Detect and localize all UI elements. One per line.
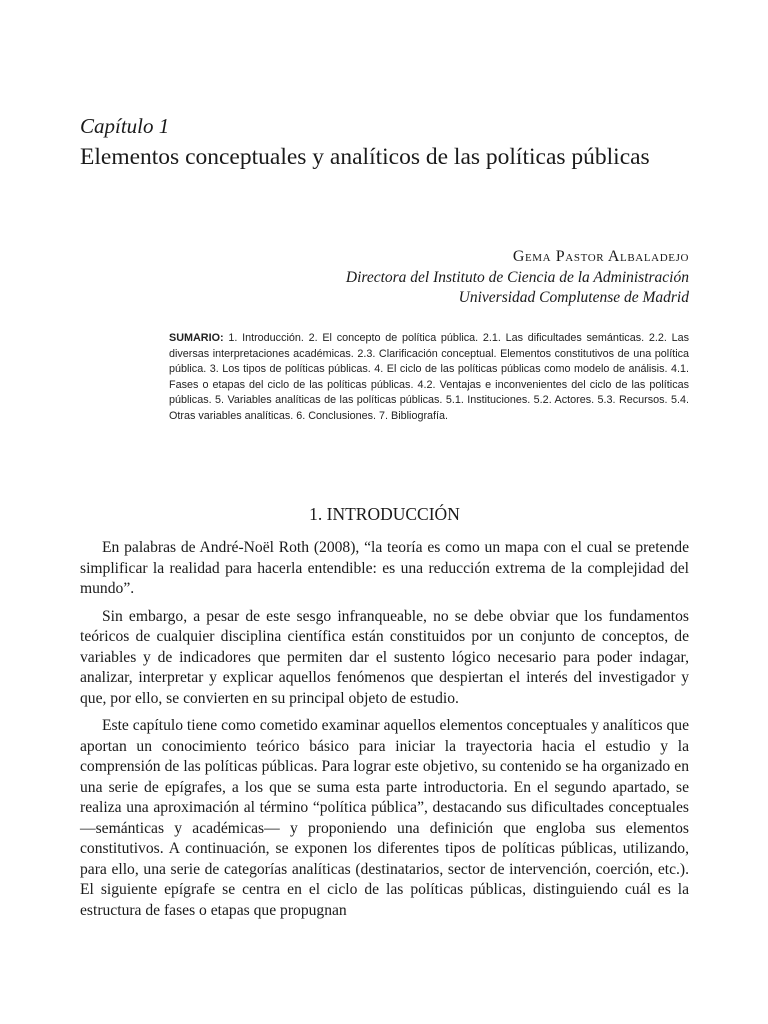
chapter-label: Capítulo 1 — [80, 114, 170, 138]
author-affiliation-1: Directora del Instituto de Ciencia de la Administración — [345, 269, 689, 286]
author-affiliation-2: Universidad Complutense de Madrid — [458, 289, 689, 306]
body-text — [80, 538, 689, 928]
paragraph: Sin embargo, a pesar de este sesgo infranqueable, no se debe obviar que los fundamentos teóricos de cualquier disciplina científica están constituidos por un conjunto de conceptos, de variables y de indicadores que permiten dar el sustento lógico necesario para poder indagar, analizar, interpretar y explicar aquellos fenómenos que despiertan el interés del investigador y que, por ello, se convierten en su principal objeto de estudio. — [80, 607, 689, 707]
author-name: Gema Pastor Albaladejo — [512, 248, 689, 265]
paragraph: En palabras de André-Noël Roth (2008), “la teoría es como un mapa con el cual se pretende simplificar la realidad para hacerla entendible: es una reducción extrema de la complejidad del mundo”. — [80, 539, 689, 597]
paragraph: Este capítulo tiene como cometido examinar aquellos elementos conceptuales y analíticos que aportan un conocimiento teórico básico para iniciar la trayectoria hacia el estudio y la comprensión de las políticas públicas. Para lograr este objetivo, su contenido se ha organizado en una serie de epígrafes, a los que se suma esta parte introductoria. En el segundo apartado, se realiza una aproximación al término “política pública”, destacando sus dificultades conceptuales —semánticas y académicas— y proponiendo una definición que engloba sus elementos constitutivos. A continuación, se exponen los diferentes tipos de políticas públicas, utilizando, para ello, una serie de categorías analíticas (destinatarios, sector de intervención, coerción, etc.). El siguiente epígrafe se centra en el ciclo de las políticas públicas, distinguiendo cuál es la estructura de fases o etapas que propugnan — [80, 717, 689, 919]
summary-text: 1. Introducción. 2. El concepto de política pública. 2.1. Las dificultades semánticas. 2.2. Las diversas interpretaciones académicas. 2.3. Clarificación conceptual. Elementos constitutivos de una política pública. 3. Los tipos de políticas públicas. 4. El ciclo de las políticas públicas como modelo de análisis. 4.1. Fases o etapas del ciclo de las políticas públicas. 4.2. Ventajas e inconvenientes del ciclo de las políticas públicas. 5. Variables analíticas de las políticas públicas. 5.1. Instituciones. 5.2. Actores. 5.3. Recursos. 5.4. Otras variables analíticas. 6. Conclusiones. 7. Bibliografía. — [169, 332, 689, 422]
section-heading: 1. INTRODUCCIÓN — [309, 504, 460, 524]
chapter-title: Elementos conceptuales y analíticos de las políticas públicas — [80, 144, 650, 170]
summary — [169, 331, 689, 424]
summary-label: SUMARIO: — [169, 332, 224, 344]
author-block — [346, 246, 689, 308]
